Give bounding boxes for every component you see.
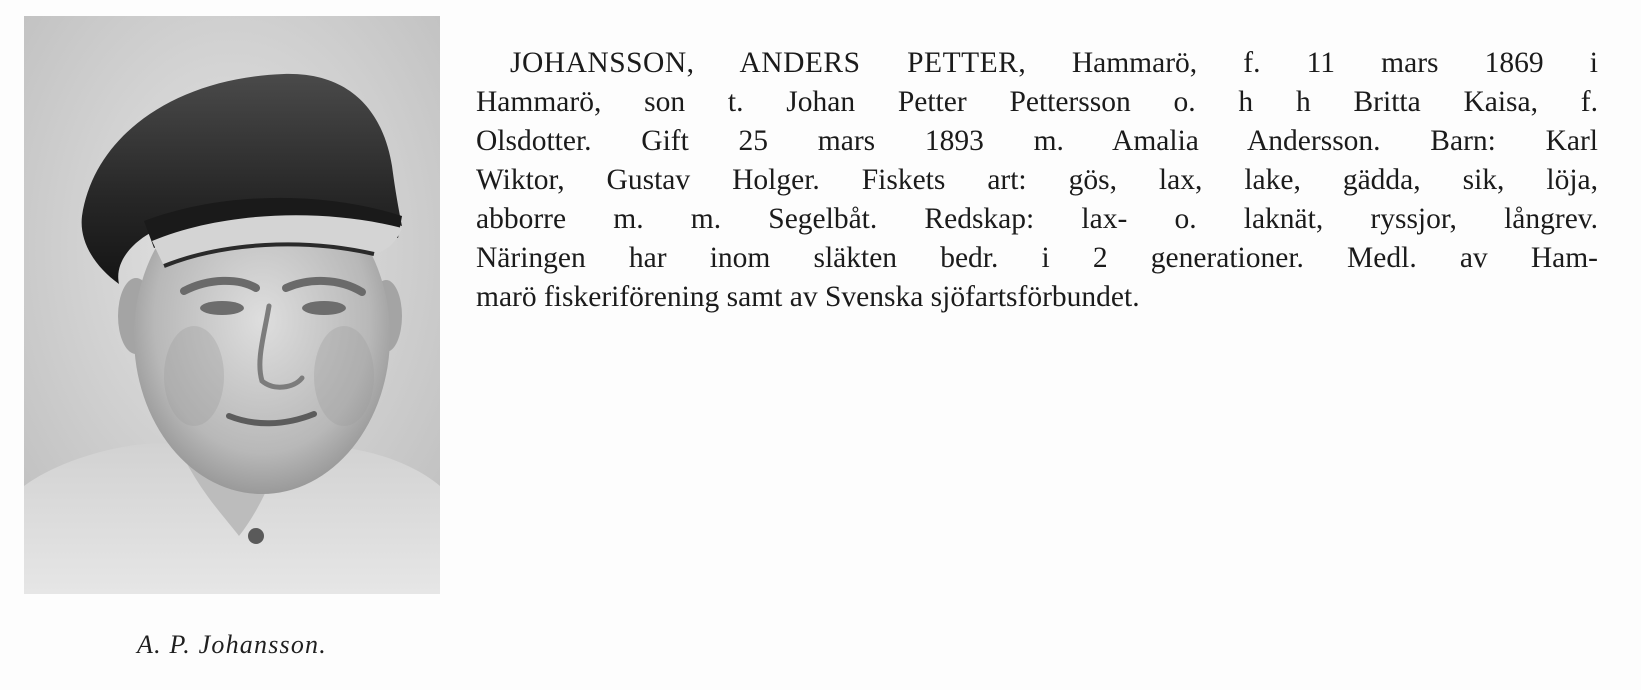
entry-line-text: , Hammarö, f. 11 mars 1869 i	[1018, 47, 1598, 79]
entry-headword: JOHANSSON, ANDERS PETTER	[510, 47, 1019, 79]
entry-line: Näringen har inom släkten bedr. i 2 generationer. Medl. av Ham-	[476, 242, 1598, 274]
entry-line: Wiktor, Gustav Holger. Fiskets art: gös, lax, lake, gädda, sik, löja,	[476, 164, 1598, 196]
entry-line: Hammarö, son t. Johan Petter Pettersson o. h h Britta Kaisa, f.	[476, 86, 1598, 118]
entry-line: Olsdotter. Gift 25 mars 1893 m. Amalia Andersson. Barn: Karl	[476, 125, 1598, 157]
portrait-caption: A. P. Johansson.	[137, 630, 327, 659]
portrait-illustration	[24, 16, 440, 594]
entry-line	[476, 44, 1598, 83]
entry-line: marö fiskeriförening samt av Svenska sjöfartsförbundet.	[476, 281, 1140, 313]
biography-entry	[476, 44, 1598, 317]
portrait-photo	[24, 16, 440, 594]
entry-line: abborre m. m. Segelbåt. Redskap: lax- o. laknät, ryssjor, långrev.	[476, 203, 1598, 235]
